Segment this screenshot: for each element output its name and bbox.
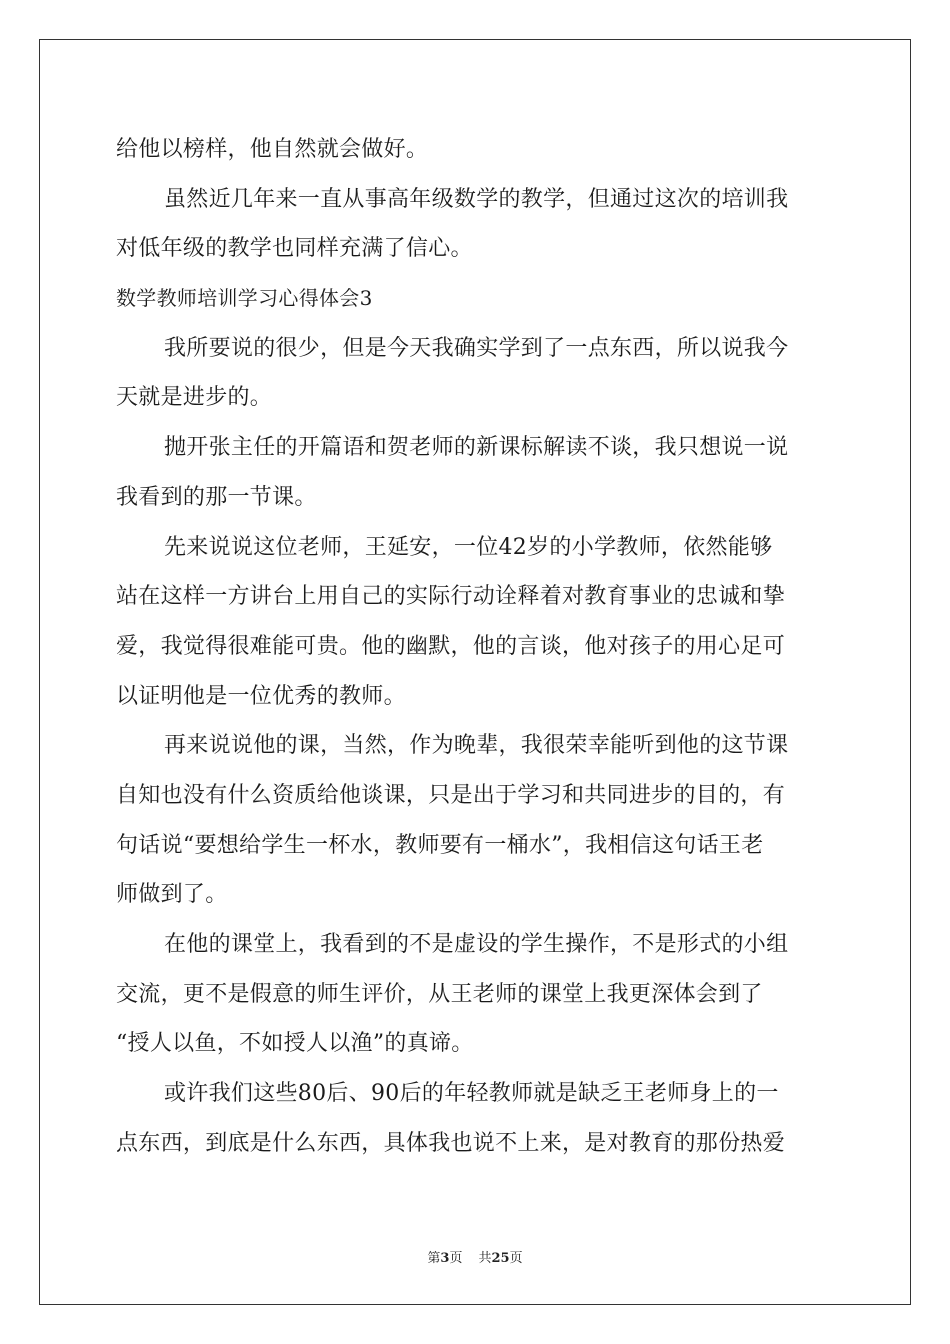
text-line: 在他的课堂上，我看到的不是虚设的学生操作，不是形式的小组 <box>164 932 789 957</box>
text-line: 虽然近几年来一直从事高年级数学的教学，但通过这次的培训我 <box>164 186 789 212</box>
section-heading: 数学教师培训学习心得体会3 <box>116 286 373 311</box>
text-line: 爱，我觉得很难能可贵。他的幽默，他的言谈，他对孩子的用心足可 <box>116 633 786 659</box>
page-prefix: 第 <box>427 1251 441 1266</box>
total-pages: 25 <box>491 1251 510 1266</box>
text-line: 师做到了。 <box>116 882 228 908</box>
page-number: 3 <box>440 1251 450 1266</box>
text-line: 对低年级的教学也同样充满了信心。 <box>116 236 473 262</box>
page-suffix: 页 <box>449 1251 463 1266</box>
text-line: “授人以鱼，不如授人以渔”的真谛。 <box>116 1031 474 1057</box>
text-line: 站在这样一方讲台上用自己的实际行动诠释着对教育事业的忠诚和挚 <box>116 584 786 610</box>
text-line: 再来说说他的课，当然，作为晚辈，我很荣幸能听到他的这节课 <box>164 733 789 759</box>
total-prefix: 共 <box>478 1251 492 1266</box>
text-line: 点东西，到底是什么东西，具体我也说不上来，是对教育的那份热爱 <box>116 1130 786 1156</box>
text-line: 或许我们这些80后、90后的年轻教师就是缺乏王老师身上的一 <box>164 1081 779 1107</box>
text-line: 给他以榜样，他自然就会做好。 <box>116 137 429 162</box>
text-line: 我看到的那一节课。 <box>116 484 317 510</box>
text-line: 天就是进步的。 <box>116 385 273 411</box>
text-line: 以证明他是一位优秀的教师。 <box>116 683 406 709</box>
page-footer <box>0 1247 950 1266</box>
document-body <box>116 125 836 1168</box>
text-line: 自知也没有什么资质给他谈课，只是出于学习和共同进步的目的，有 <box>116 782 786 808</box>
text-line: 先来说说这位老师，王延安，一位42岁的小学教师，依然能够 <box>164 534 773 560</box>
text-line: 我所要说的很少，但是今天我确实学到了一点东西，所以说我今 <box>164 335 789 361</box>
text-line: 句话说“要想给学生一杯水，教师要有一桶水”，我相信这句话王老 <box>116 832 764 858</box>
total-suffix: 页 <box>509 1251 523 1266</box>
text-line: 抛开张主任的开篇语和贺老师的新课标解读不谈，我只想说一说 <box>164 435 789 461</box>
text-line: 交流，更不是假意的师生评价，从王老师的课堂上我更深体会到了 <box>116 981 763 1007</box>
